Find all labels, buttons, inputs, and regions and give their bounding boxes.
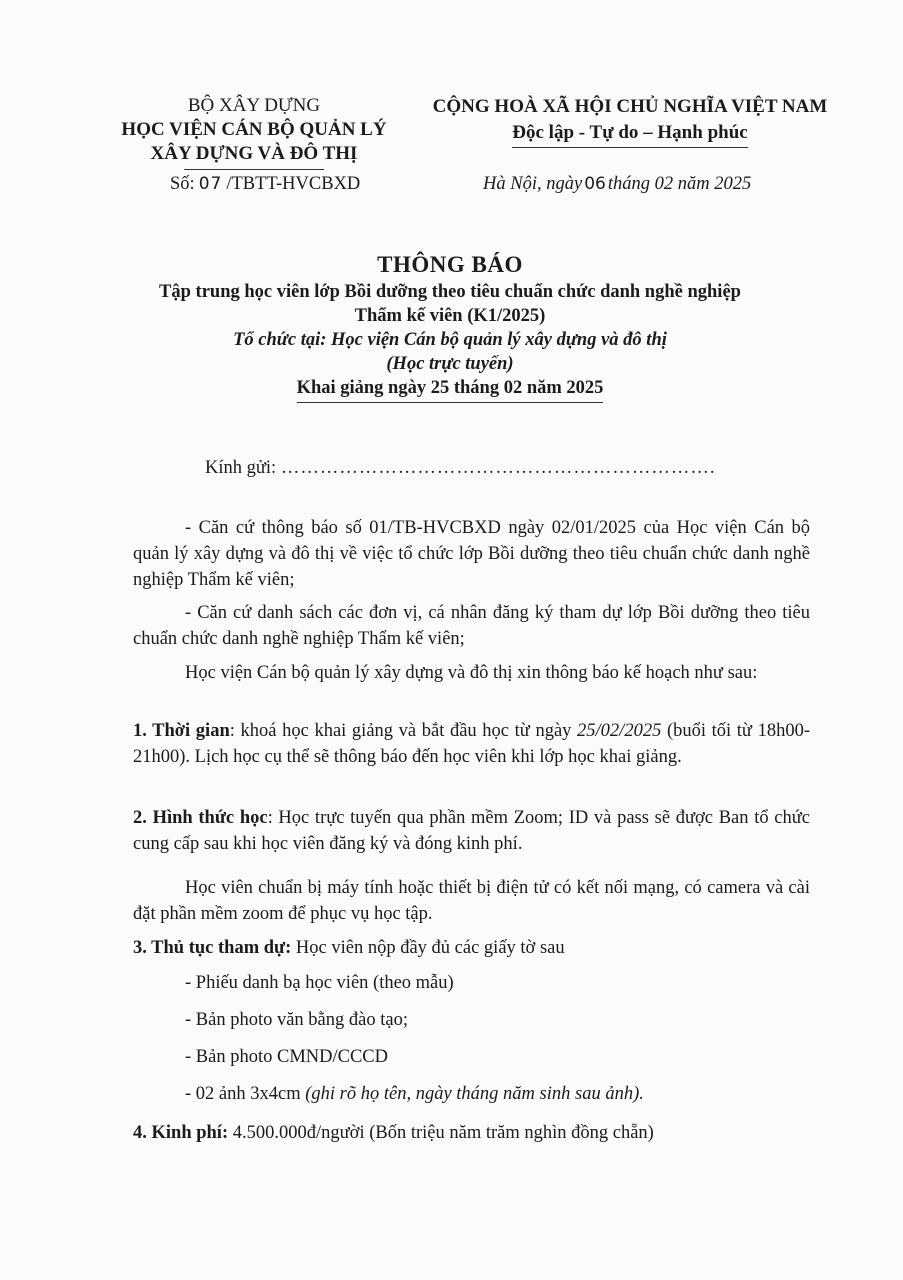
procedure-item: - Phiếu danh bạ học viên (theo mẫu) bbox=[185, 973, 454, 993]
section-time-text-b: (buổi tối từ 18h00-21h00). Lịch học cụ thể sẽ thông báo đến học viên khi lớp học khai giảng. bbox=[133, 721, 810, 767]
document-number bbox=[170, 174, 360, 195]
issuer-header bbox=[118, 94, 390, 170]
section-procedure-text: Học viên nộp đầy đủ các giấy tờ sau bbox=[291, 938, 565, 958]
institute-name-line1: HỌC VIỆN CÁN BỘ QUẢN LÝ bbox=[121, 119, 387, 140]
place-date bbox=[483, 174, 751, 195]
format-note: Học viên chuẩn bị máy tính hoặc thiết bị điện tử có kết nối mạng, có camera và cài đặt phần mềm zoom để phục vụ học tập. bbox=[133, 878, 810, 924]
procedure-item: - Bản photo văn bằng đào tạo; bbox=[185, 1010, 408, 1030]
document-title: THÔNG BÁO bbox=[377, 252, 523, 277]
subtitle-line1: Tập trung học viên lớp Bồi dưỡng theo tiêu chuẩn chức danh nghề nghiệp bbox=[159, 282, 741, 302]
institute-name-line2: XÂY DỰNG VÀ ĐÔ THỊ bbox=[150, 143, 358, 164]
procedure-item: - Bản photo CMND/CCCD bbox=[185, 1047, 389, 1067]
national-header bbox=[410, 94, 850, 148]
greeting-label: Kính gửi: bbox=[205, 458, 277, 478]
basis-paragraph-2: - Căn cứ danh sách các đơn vị, cá nhân đăng ký tham dự lớp Bồi dưỡng theo tiêu chuẩn chức danh nghề nghiệp Thẩm kế viên; bbox=[133, 603, 810, 649]
doc-no-suffix: /TBTT-HVCBXD bbox=[226, 174, 361, 194]
nation-name: CỘNG HOÀ XÃ HỘI CHỦ NGHĨA VIỆT NAM bbox=[432, 96, 828, 117]
section-time-label: 1. Thời gian bbox=[133, 721, 230, 741]
national-motto: Độc lập - Tự do – Hạnh phúc bbox=[512, 120, 747, 148]
greeting-dots: …………………………………………………………. bbox=[280, 458, 716, 478]
section-time-text-a: : khoá học khai giảng và bắt đầu học từ ngày bbox=[229, 721, 578, 741]
greeting-line bbox=[205, 455, 805, 481]
subtitle-line2: Thẩm kế viên (K1/2025) bbox=[354, 306, 546, 326]
section-format-text: : Học trực tuyến qua phần mềm Zoom; ID và pass sẽ được Ban tổ chức cung cấp sau khi học viên đăng ký và đóng kinh phí. bbox=[133, 808, 810, 854]
section-procedure bbox=[133, 935, 810, 961]
date-suffix: tháng 02 năm 2025 bbox=[607, 174, 752, 194]
section-fee-label: 4. Kinh phí: bbox=[133, 1123, 229, 1143]
subtitle-venue: Tổ chức tại: Học viện Cán bộ quản lý xây dựng và đô thị bbox=[233, 330, 667, 350]
date-prefix: Hà Nội, ngày bbox=[483, 174, 583, 194]
section-fee bbox=[133, 1120, 810, 1146]
basis-paragraph-1: - Căn cứ thông báo số 01/TB-HVCBXD ngày 02/01/2025 của Học viện Cán bộ quản lý xây dựng và đô thị về việc tổ chức lớp Bồi dưỡng theo tiêu chuẩn chức danh nghề nghiệp Thẩm kế viên; bbox=[133, 518, 810, 590]
procedure-item-photo bbox=[185, 1081, 810, 1107]
intro-paragraph: Học viện Cán bộ quản lý xây dựng và đô thị xin thông báo kế hoạch như sau: bbox=[185, 663, 758, 683]
section-format-label: 2. Hình thức học bbox=[133, 808, 268, 828]
date-day-handwritten: 06 bbox=[584, 174, 606, 194]
section-time-date: 25/02/2025 bbox=[577, 721, 662, 741]
doc-no-handwritten: 07 bbox=[198, 174, 223, 194]
photo-item-text: - 02 ảnh 3x4cm bbox=[185, 1084, 306, 1104]
title-block bbox=[80, 250, 820, 403]
section-procedure-label: 3. Thủ tục tham dự: bbox=[133, 938, 292, 958]
header-underline bbox=[184, 169, 324, 170]
section-format bbox=[133, 805, 810, 857]
section-fee-text: 4.500.000đ/người (Bốn triệu năm trăm nghìn đồng chẵn) bbox=[228, 1123, 654, 1143]
ministry-name: BỘ XÂY DỰNG bbox=[187, 95, 321, 116]
section-time bbox=[133, 718, 810, 770]
photo-item-note: (ghi rõ họ tên, ngày tháng năm sinh sau ảnh). bbox=[305, 1084, 644, 1104]
opening-date: Khai giảng ngày 25 tháng 02 năm 2025 bbox=[297, 376, 604, 403]
doc-no-prefix: Số: bbox=[170, 174, 195, 194]
subtitle-mode: (Học trực tuyến) bbox=[386, 354, 514, 374]
